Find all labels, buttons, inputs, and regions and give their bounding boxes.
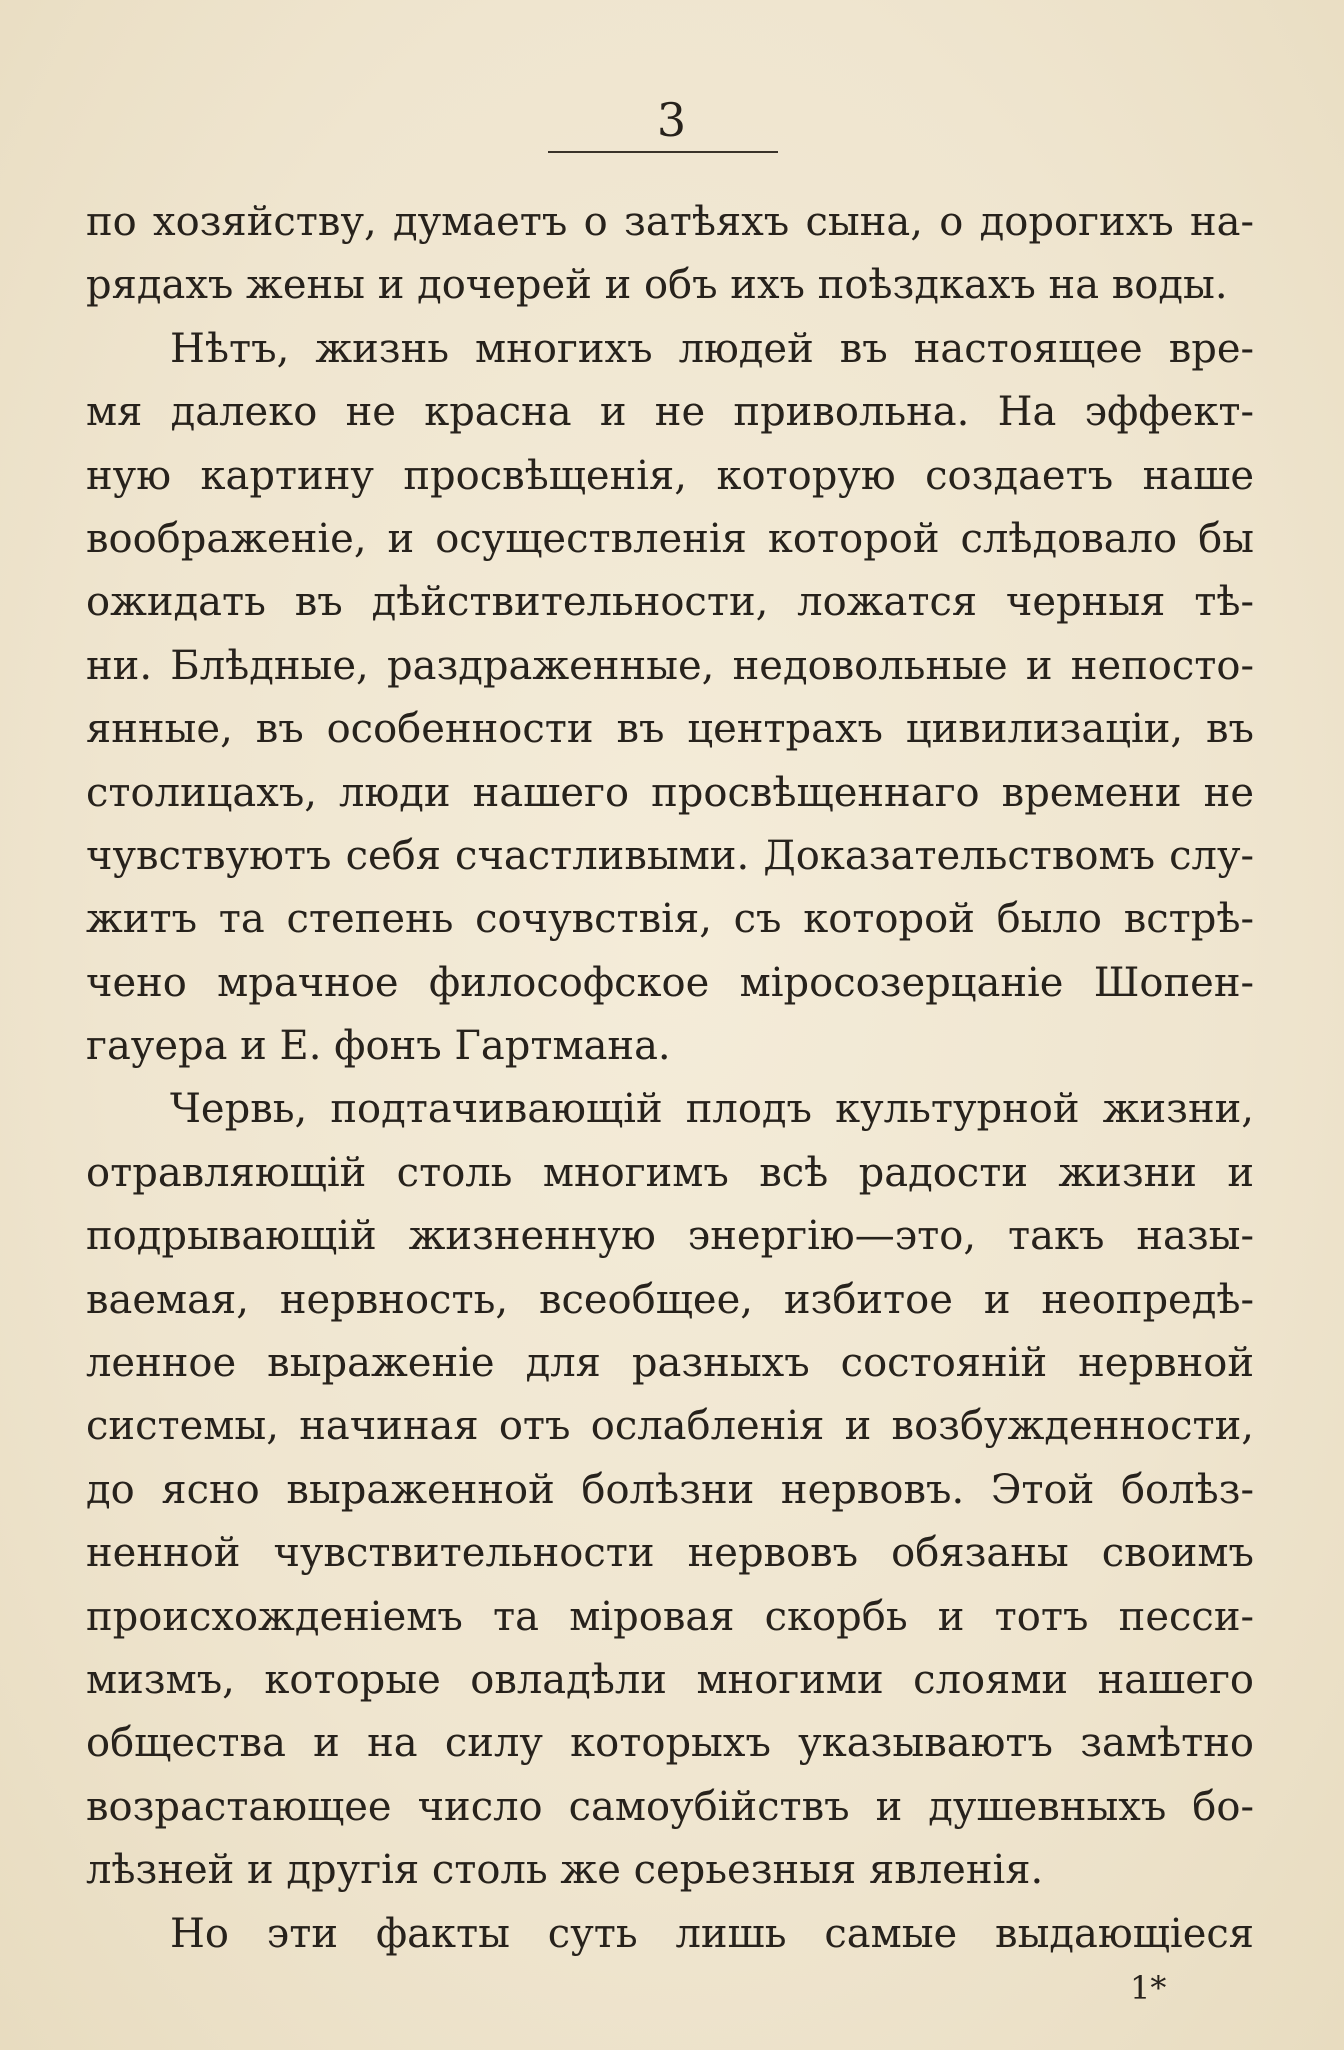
text-line: ленное выраженіе для разныхъ состояній нервной — [86, 1340, 1254, 1387]
text-line: Червь, подтачивающій плодъ культурной жизни, — [170, 1086, 1254, 1133]
text-line: подрывающій жизненную энергію—это, такъ назы- — [86, 1213, 1254, 1260]
paragraph-continued — [86, 191, 1254, 318]
text-line: воображеніе, и осуществленія которой слѣдовало бы — [86, 515, 1254, 562]
page-number: 3 — [656, 93, 688, 147]
text-line: Нѣтъ, жизнь многихъ людей въ настоящее вре- — [170, 325, 1254, 372]
text-line: ваемая, нервность, всеобщее, избитое и неопредѣ- — [86, 1276, 1254, 1323]
text-line: чувствуютъ себя счастливыми. Доказательствомъ слу- — [86, 832, 1254, 879]
text-line: гауера и Е. фонъ Гартмана. — [86, 1023, 671, 1070]
text-line: лѣзней и другія столь же серьезныя явленія. — [86, 1847, 1044, 1894]
text-line: ную картину просвѣщенія, которую создаетъ наше — [86, 452, 1254, 499]
paragraph — [86, 1078, 1254, 1902]
text-line: ненной чувствительности нервовъ обязаны своимъ — [86, 1530, 1254, 1577]
header-rule — [548, 151, 778, 153]
text-line: Но эти факты суть лишь самые выдающіеся — [170, 1910, 1254, 1957]
text-line: мя далеко не красна и не привольна. На эффект- — [86, 389, 1254, 436]
text-line: по хозяйству, думаетъ о затѣяхъ сына, о дорогихъ на- — [86, 199, 1254, 245]
paragraph — [86, 318, 1254, 1079]
text-line: возрастающее число самоубійствъ и душевныхъ бо- — [86, 1783, 1254, 1830]
text-line: общества и на силу которыхъ указываютъ замѣтно — [86, 1720, 1254, 1767]
text-line: столицахъ, люди нашего просвѣщеннаго времени не — [86, 769, 1254, 816]
paragraph — [86, 1903, 1254, 1966]
body-text — [86, 191, 1254, 1966]
text-line: отравляющій столь многимъ всѣ радости жизни и — [86, 1149, 1254, 1196]
text-line: ожидать въ дѣйствительности, ложатся черныя тѣ- — [86, 579, 1254, 626]
signature-mark: 1* — [1130, 1969, 1167, 2007]
text-line: рядахъ жены и дочерей и объ ихъ поѣздкахъ на воды. — [86, 262, 1228, 309]
text-line: до ясно выраженной болѣзни нервовъ. Этой болѣз- — [86, 1466, 1254, 1513]
text-line: системы, начиная отъ ослабленія и возбужденности, — [86, 1403, 1254, 1450]
text-line: ни. Блѣдные, раздраженные, недовольные и непосто- — [86, 642, 1254, 689]
text-line: чено мрачное философское міросозерцаніе Шопен- — [86, 959, 1254, 1006]
text-line: житъ та степень сочувствія, съ которой было встрѣ- — [86, 896, 1254, 943]
text-line: мизмъ, которые овладѣли многими слоями нашего — [86, 1656, 1254, 1703]
text-line: янные, въ особенности въ центрахъ цивилизаціи, въ — [86, 706, 1254, 753]
text-line: происхожденіемъ та міровая скорбь и тотъ песси- — [86, 1593, 1254, 1640]
